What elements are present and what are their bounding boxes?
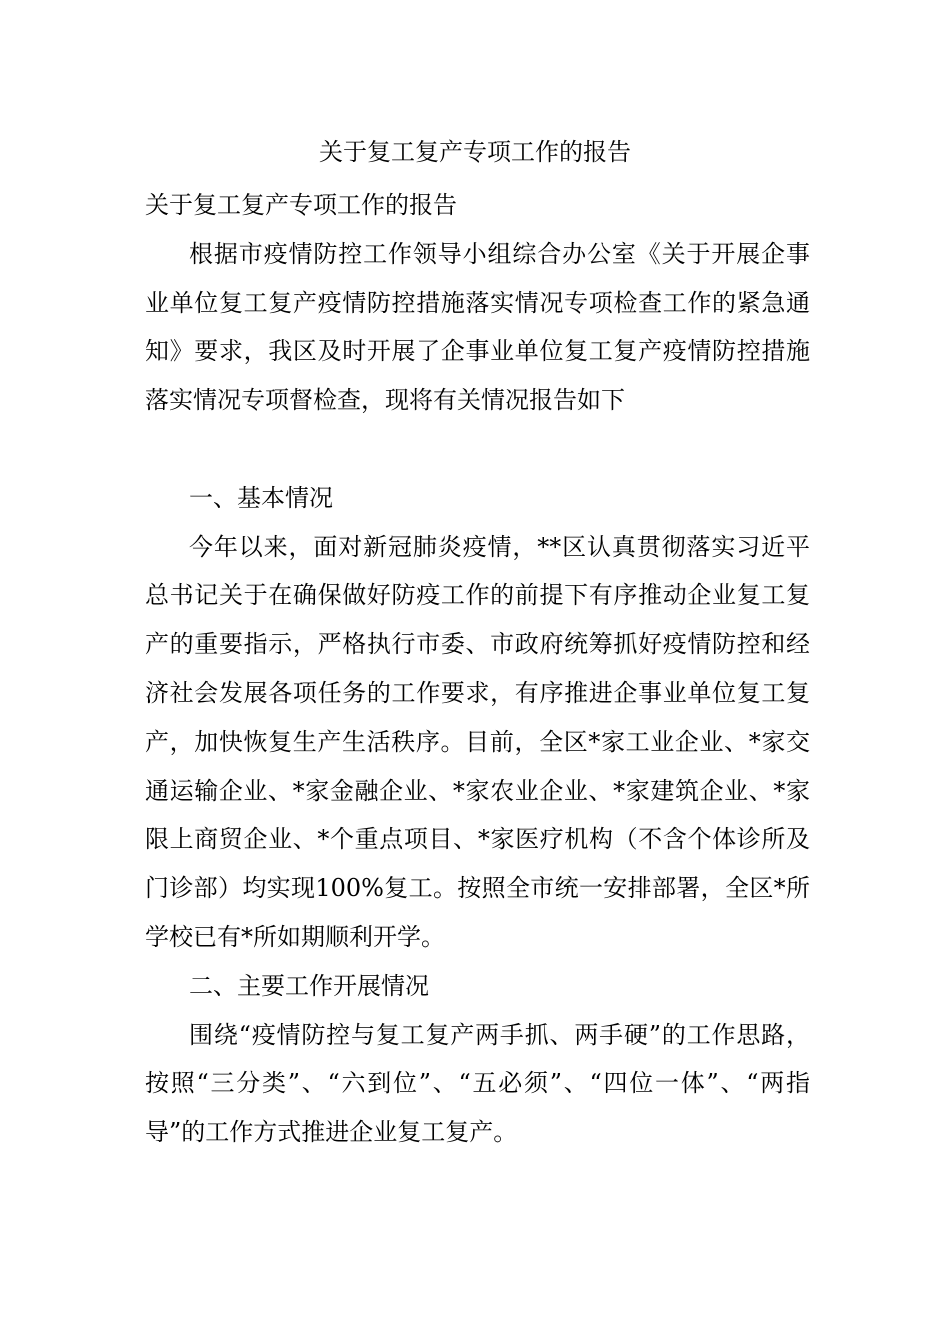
document-title: 关于复工复产专项工作的报告 bbox=[319, 138, 631, 166]
section-heading-main-work: 二、主要工作开展情况 bbox=[189, 971, 429, 1000]
basic-situation-paragraph: 今年以来，面对新冠肺炎疫情，**区认真贯彻落实习近平总书记关于在确保做好防疫工作的前提下有序推动企业复工复产的重要指示，严格执行市委、市政府统筹抓好疫情防控和经济社会发展各项任务的工作要求，有序推进企事业单位复工复产，加快恢复生产生活秩序。目前，全区*家工业企业、*家交通运输企业、*家金融企业、*家农业企业、*家建筑企业、*家限上商贸企业、*个重点项目、*家医疗机构（不含个体诊所及门诊部）均实现100%复工。按照全市统一安排部署，全区*所学校已有*所如期顺利开学。 bbox=[145, 532, 810, 951]
main-work-paragraph: 围绕“疫情防控与复工复产两手抓、两手硬”的工作思路，按照“三分类”、“六到位”、“五必须”、“四位一体”、“两指导”的工作方式推进企业复工复产。 bbox=[145, 1020, 810, 1147]
section-heading-basic-situation: 一、基本情况 bbox=[189, 483, 333, 512]
blank-line bbox=[145, 425, 810, 474]
document-subtitle: 关于复工复产专项工作的报告 bbox=[145, 191, 457, 219]
document-body bbox=[145, 181, 810, 1157]
intro-paragraph: 根据市疫情防控工作领导小组综合办公室《关于开展企事业单位复工复产疫情防控措施落实情况专项检查工作的紧急通知》要求，我区及时开展了企事业单位复工复产疫情防控措施落实情况专项督检查，现将有关情况报告如下 bbox=[145, 239, 810, 415]
